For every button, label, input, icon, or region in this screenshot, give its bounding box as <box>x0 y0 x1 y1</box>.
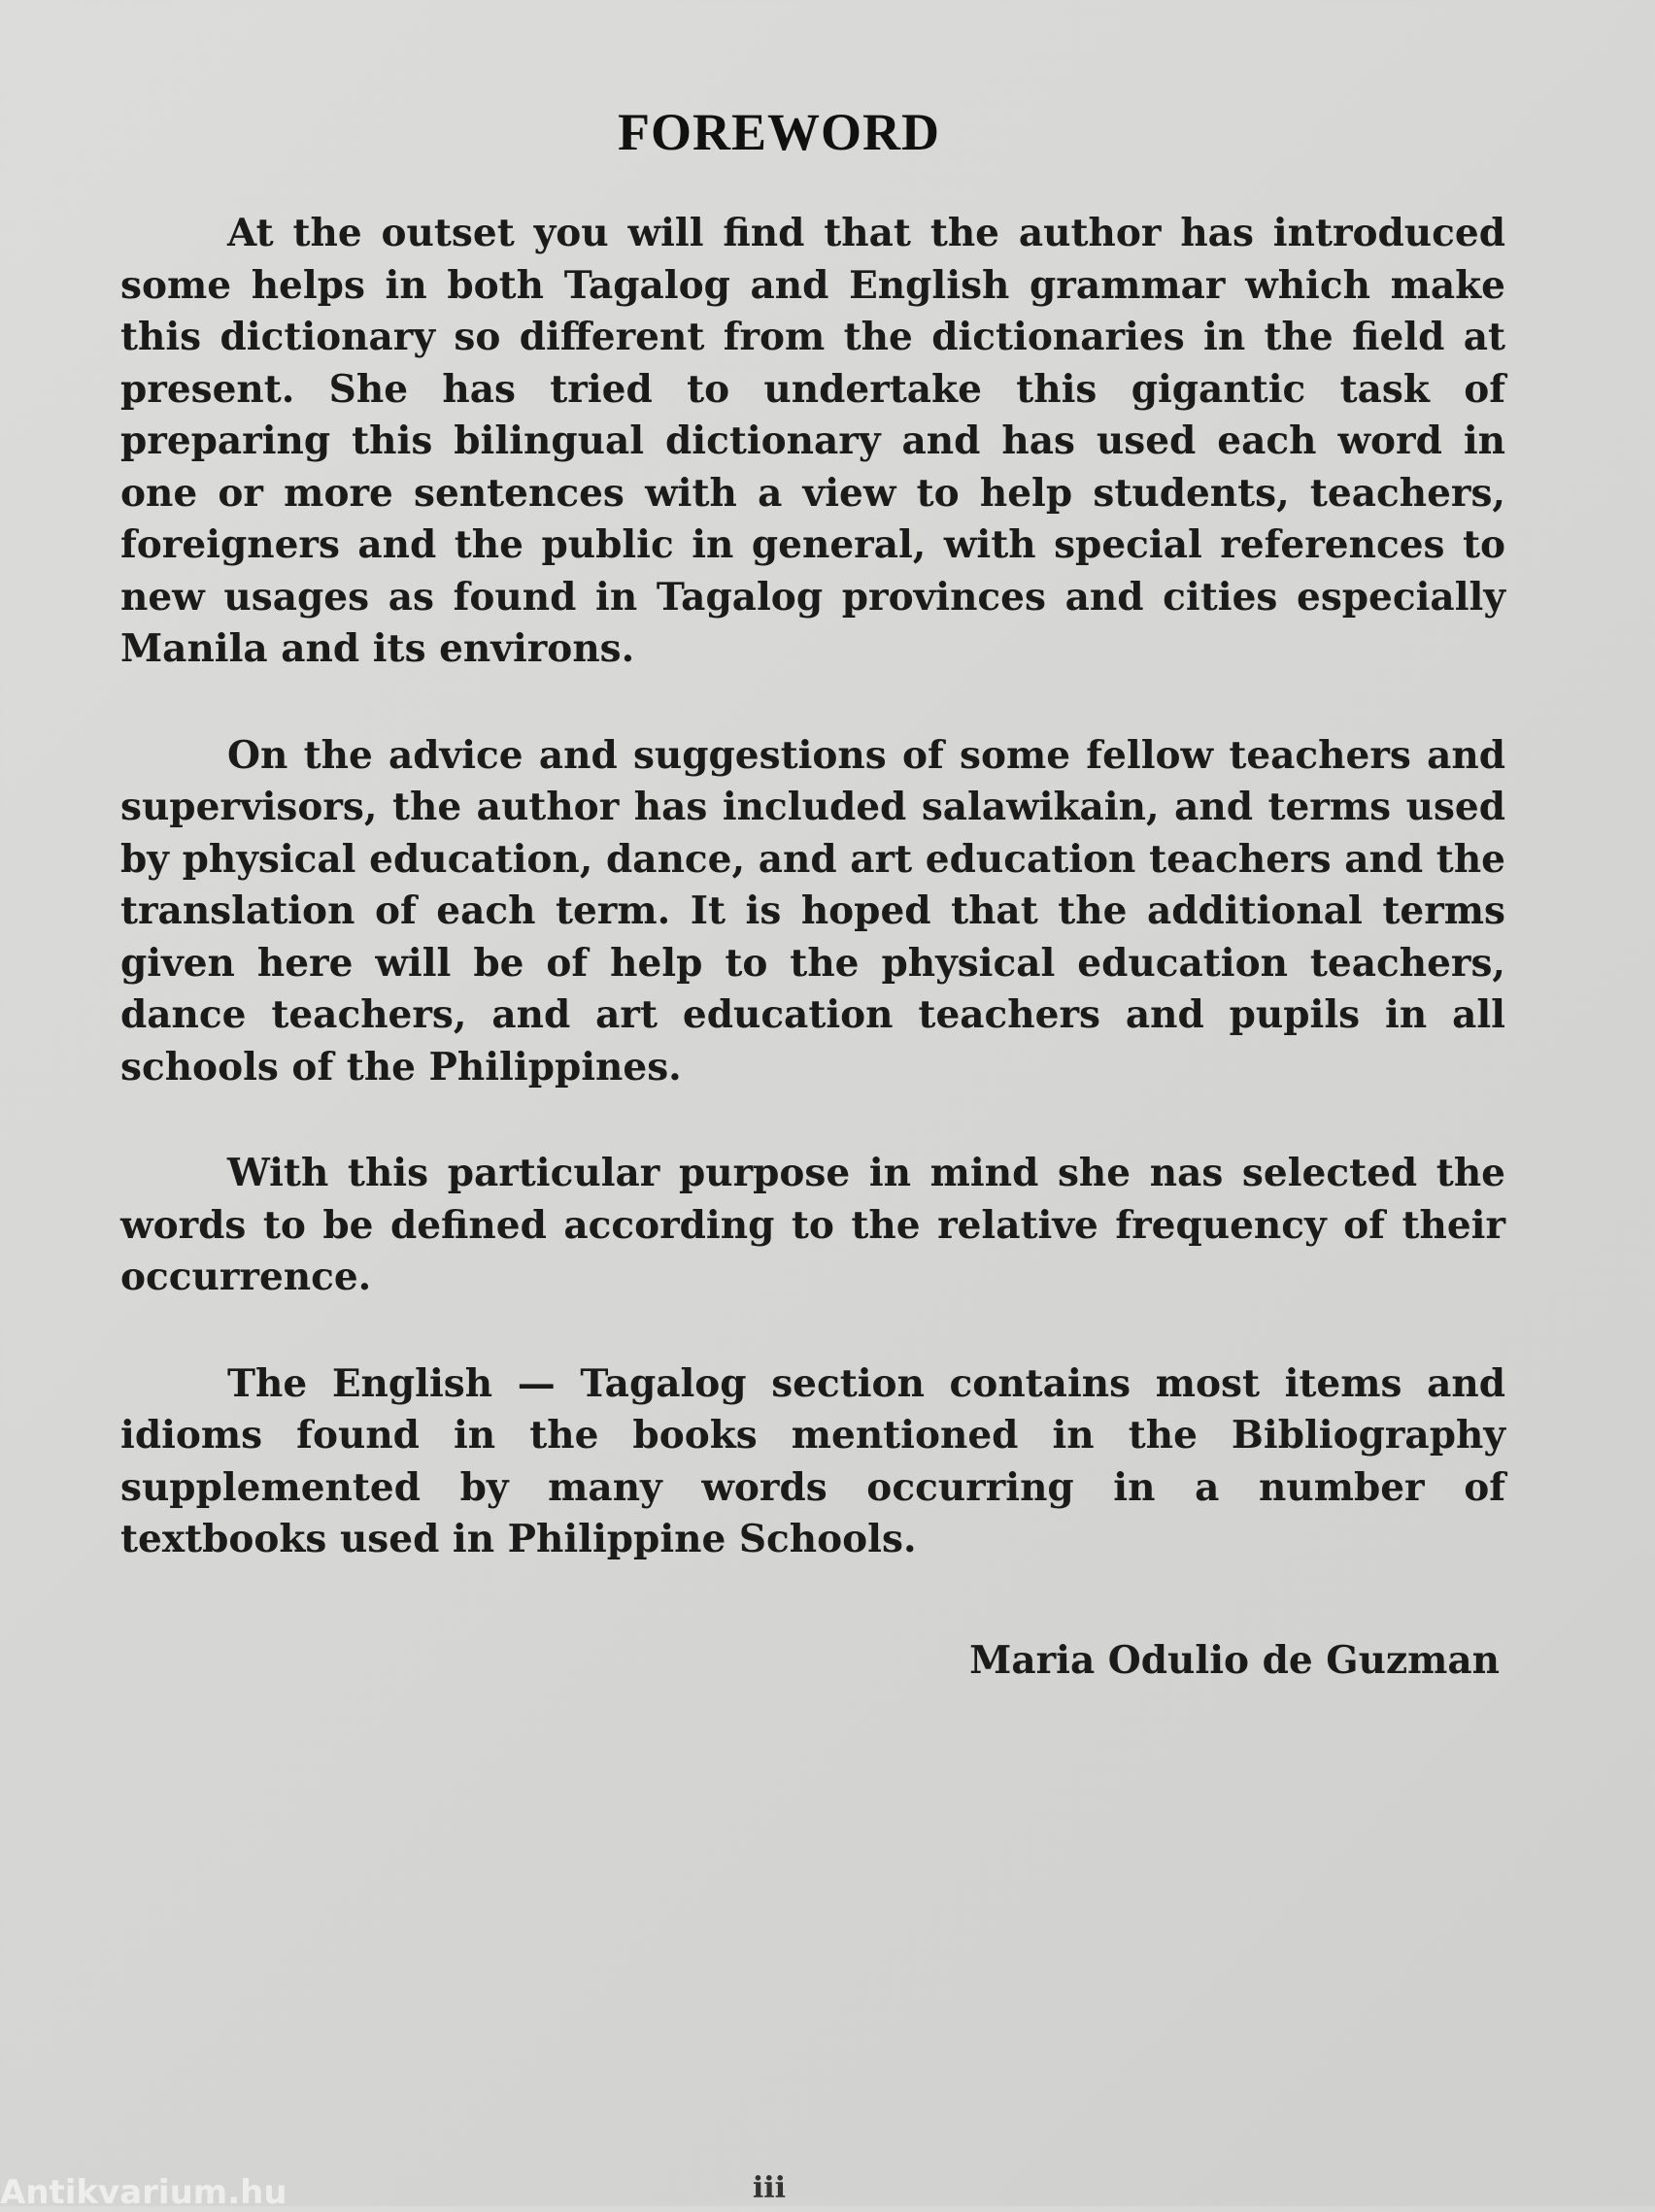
foreword-body <box>120 208 1505 1621</box>
author-signature: Maria Odulio de Guzman <box>969 1638 1500 1683</box>
page-title: FOREWORD <box>618 103 940 161</box>
paragraph-3: With this particular purpose in mind she nas selected the words to be defined according to the relative frequency of their occurrence. <box>120 1151 1505 1299</box>
paragraph-1: At the outset you will find that the author has introduced some helps in both Tagalog and English grammar which make this dictionary so different from the dictionaries in the field at present. She has tried to undertake this gigantic task of preparing this bilingual dictionary and has used each word in one or more sentences with a view to help students, teachers, foreigners and the public in general, with special references to new usages as found in Tagalog provinces and cities especially Manila and its environs. <box>120 211 1505 671</box>
page-number: iii <box>752 2171 787 2205</box>
watermark-text: Antikvarium.hu <box>0 2173 287 2212</box>
paragraph-2: On the advice and suggestions of some fellow teachers and supervisors, the author has included salawikain, and terms used by physical education, dance, and art education teachers and the translation of each term. It is hoped that the additional terms given here will be of help to the physical education teachers, dance teachers, and art education teachers and pupils in all schools of the Philippines. <box>120 732 1505 1089</box>
paragraph-4: The English — Tagalog section contains most items and idioms found in the books mentioned in the Bibliography supplemented by many words occurring in a number of textbooks used in Philippine Schools. <box>120 1360 1505 1561</box>
